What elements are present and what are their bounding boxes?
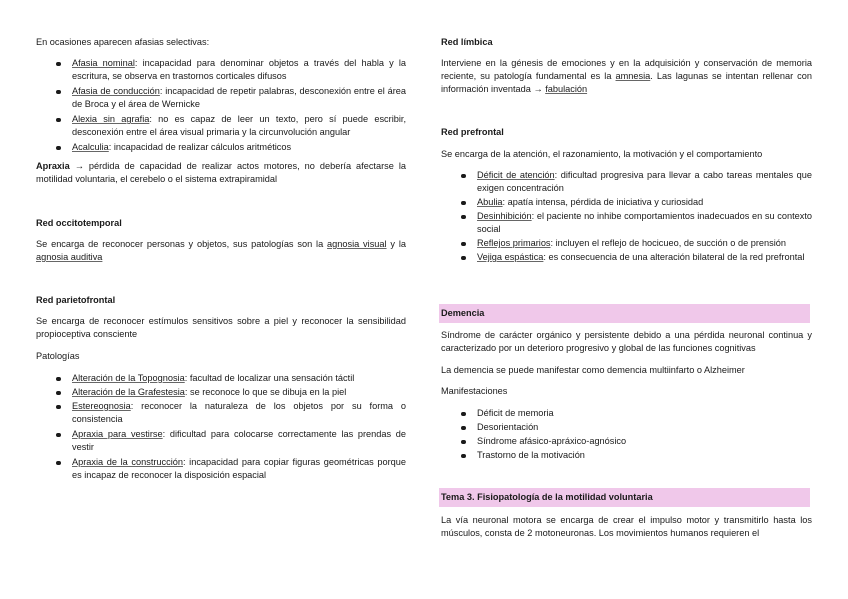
demencia-list [441, 407, 812, 462]
occ-paragraph: Se encarga de reconocer personas y objetos, sus patologías son la agnosia visual y la agnosia auditiva [36, 239, 406, 262]
pref-heading: Red prefrontal [441, 127, 504, 137]
list-item: Trastorno de la motivación [441, 449, 812, 462]
list-item: Alexia sin agrafia: no es capaz de leer un texto, pero sí puede escribir, desconexión entre el área visual primaria y la circunvolución angular [36, 113, 406, 139]
demencia-band: Demencia [439, 304, 810, 323]
par-paragraph: Se encarga de reconocer estímulos sensitivos sobre a piel y reconocer la sensibilidad propioceptiva consciente [36, 316, 406, 339]
list-item: Desorientación [441, 421, 812, 434]
list-item: Afasia de conducción: incapacidad de repetir palabras, desconexión entre el área de Broca y el área de Wernicke [36, 85, 406, 111]
list-item: Déficit de atención: dificultad progresiva para llevar a cabo tareas mentales que exigen concentración [441, 169, 812, 195]
tema-paragraph: La vía neuronal motora se encarga de crear el impulso motor y transmitirlo hasta los músculos, consta de 2 motoneuronas. Los movimientos humanos requieren el [441, 515, 812, 538]
limbica-heading: Red límbica [441, 37, 493, 47]
pref-paragraph: Se encarga de la atención, el razonamiento, la motivación y el comportamiento [441, 149, 763, 159]
list-item: Reflejos primarios: incluyen el reflejo de hocicueo, de succión o de prensión [441, 237, 812, 250]
pref-list [441, 169, 812, 264]
occ-heading: Red occitotemporal [36, 218, 122, 228]
par-heading: Red parietofrontal [36, 295, 116, 305]
list-item: Acalculia: incapacidad de realizar cálculos aritméticos [36, 141, 406, 154]
demencia-paragraph-2: La demencia se puede manifestar como demencia multiinfarto o Alzheimer [441, 365, 745, 375]
demencia-paragraph: Síndrome de carácter orgánico y persistente debido a una pérdida neuronal continua y caracterizado por un deterioro progresivo y global de las funciones cognitivas [441, 330, 812, 353]
list-item: Alteración de la Topognosia: facultad de localizar una sensación táctil [36, 372, 406, 385]
list-item: Afasia nominal: incapacidad para denominar objetos a través del habla y la escritura, se observa en trastornos corticales difusos [36, 57, 406, 83]
list-item: Déficit de memoria [441, 407, 812, 420]
afasias-intro: En ocasiones aparecen afasias selectivas: [36, 37, 210, 47]
demencia-subheading: Manifestaciones [441, 386, 508, 396]
list-item: Vejiga espástica: es consecuencia de una alteración bilateral de la red prefrontal [441, 251, 812, 264]
afasias-list [36, 57, 406, 154]
list-item: Alteración de la Grafestesia: se reconoce lo que se dibuja en la piel [36, 386, 406, 399]
apraxia-paragraph: Apraxia → pérdida de capacidad de realizar actos motores, no debería afectarse la motilidad voluntaria, el cerebelo o el sistema extrapiramidal [36, 161, 406, 184]
list-item: Apraxia de la construcción: incapacidad para copiar figuras geométricas porque es incapaz de reconocer la disposición espacial [36, 456, 406, 482]
list-item: Apraxia para vestirse: dificultad para colocarse correctamente las prendas de vestir [36, 428, 406, 454]
par-list [36, 372, 406, 482]
limbica-paragraph: Interviene en la génesis de emociones y en la adquisición y conservación de memoria reciente, su patología fundamental es la amnesia. Las lagunas se intentan rellenar con información inventada → fabulación [441, 58, 812, 94]
tema-band: Tema 3. Fisiopatología de la motilidad voluntaria [439, 488, 810, 507]
list-item: Estereognosia: reconocer la naturaleza de los objetos por su forma o consistencia [36, 400, 406, 426]
list-item: Síndrome afásico-apráxico-agnósico [441, 435, 812, 448]
list-item: Desinhibición: el paciente no inhibe comportamientos inadecuados en su contexto social [441, 210, 812, 236]
par-subheading: Patologías [36, 351, 80, 361]
list-item: Abulia: apatía intensa, pérdida de iniciativa y curiosidad [441, 196, 812, 209]
